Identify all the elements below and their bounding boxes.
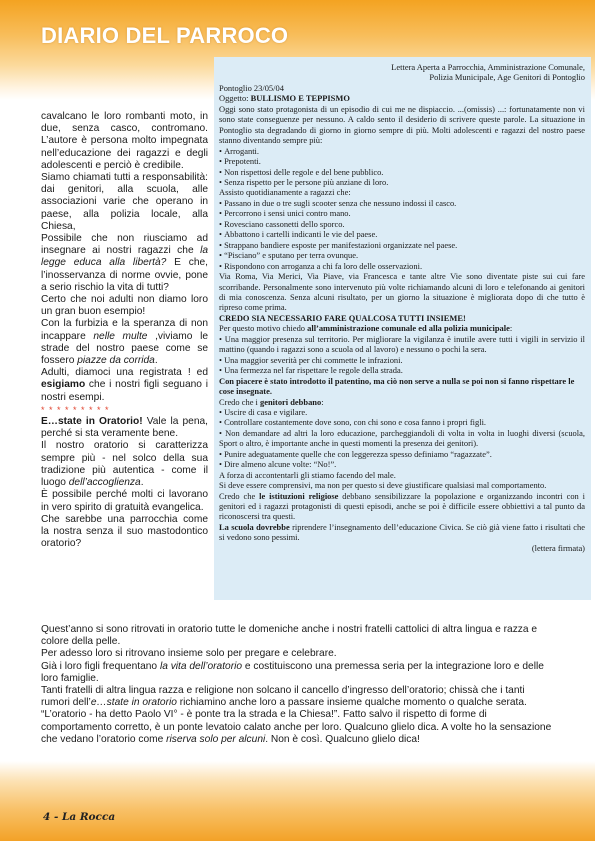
column-paragraph: Il nostro oratorio si caratterizza sempre più - nel solco della sua tradizione più autentica - come il luogo dell’accoglienza.	[41, 440, 208, 489]
letter-recipients: Polizia Municipale, Age Genitori di Pontoglio	[429, 72, 585, 83]
column-paragraph: E…state in Oratorio! Vale la pena, perché si sta veramente bene.	[41, 416, 208, 440]
letter-bullet: • Non rispettosi delle regole e del bene pubblico.	[219, 167, 585, 177]
letter-signature: (lettera firmata)	[531, 542, 585, 553]
section-divider-stars: * * * * * * * * *	[41, 404, 110, 415]
letter-bullet: • Arroganti.	[219, 146, 585, 156]
column-paragraph: Certo che noi adulti non diamo loro un gran buon esempio!	[41, 294, 208, 318]
column-paragraph: È possibile perché molti ci lavorano in vero spirito di gratuità evangelica.	[41, 489, 208, 513]
letter-bullet: • Passano in due o tre sugli scooter senza che nessuno indossi il casco.	[219, 198, 585, 208]
letter-recipients: Lettera Aperta a Parrocchia, Amministrazione Comunale,	[391, 62, 585, 72]
letter-paragraph: Credo che i genitori debbano:	[219, 396, 324, 407]
letter-bullet: • Una fermezza nel far rispettare le regole della strada.	[219, 365, 585, 375]
letter-bullet: • Rispondono con arroganza a chi fa loro delle osservazioni.	[219, 261, 585, 271]
letter-bullet: • Dire almeno alcune volte: “No!”.	[219, 459, 585, 469]
letter-bullet: • Abbattono i cartelli indicanti le vie del paese.	[219, 229, 585, 239]
column-paragraph: Con la furbizia e la speranza di non incappare nelle multe ,viviamo le strade del nostro paese come se fossero piazze da corrida.	[41, 318, 208, 367]
body-paragraph: Tanti fratelli di altra lingua razza e religione non solcano il cancello d’ingresso dell’oratorio; chissà che i tanti rumori dell’e…state in oratorio richiamino anche loro a passare insieme qualche momento o qualche serata.	[41, 685, 527, 709]
letter-bullet: • Rovesciano cassonetti dello sporco.	[219, 219, 585, 229]
letter-bullet: • Prepotenti.	[219, 156, 585, 166]
letter-paragraph: Con piacere è stato introdotto il patentino, ma ciò non serve a nulla se poi non si fanno rispettare le cose insegnate.	[219, 375, 575, 397]
column-paragraph: Che sarebbe una parrocchia come la nostra senza il suo mastodontico oratorio?	[41, 513, 208, 550]
column-paragraph: Possibile che non riusciamo ad insegnare ai nostri ragazzi che la legge educa alla libertà? E che, l’inosservanza di norme ovvie, pone a serio rischio la vita di tutti?	[41, 233, 208, 293]
letter-bullet: • Una maggior presenza sul territorio. Per migliorare la vigilanza è inutile avere tutti i vigili in servizio il mattino (quando i ragazzi sono a scuola od al lavoro) e nessuno o pochi la sera.	[219, 334, 585, 355]
letter-subject: Oggetto: BULLISMO E TEPPISMO	[219, 93, 350, 104]
letter-heading: CREDO SIA NECESSARIO FARE QUALCOSA TUTTI INSIEME!	[219, 312, 466, 323]
letter-paragraph: Oggi sono stato protagonista di un episodio di cui me ne dispiaccio. ...(omissis) ...: fortunatamente non vi sono state conseguenze per nessuno. A caldo sento il desiderio di scrivere queste parole. La situazione in Pontoglio sta degradando di giorno in giorno sempre di più. Molti adolescenti e ragazzi del nostro paese stanno diventando sempre più:	[219, 103, 585, 146]
letter-bullet: • Senza rispetto per le persone più anziane di loro.	[219, 177, 585, 187]
body-paragraph: Quest’anno si sono ritrovati in oratorio tutte le domeniche anche i nostri fratelli cattolici di altra lingua e razza e colore della pelle.	[41, 624, 538, 648]
letter-bullet: • “Pisciano” e sputano per terra ovunque.	[219, 250, 585, 260]
letter-paragraph: Per questo motivo chiedo all’amministrazione comunale ed alla polizia municipale:	[219, 323, 513, 334]
letter-bullet: • Controllare costantemente dove sono, con chi sono e cosa fanno i propri figli.	[219, 417, 585, 427]
letter-bullet: • Non demandare ad altri la loro educazione, parcheggiandoli di volta in volta in luoghi diversi (scuola, Sport o altro, è importante anche in questi momenti la presenza dei genitori).	[219, 428, 585, 449]
letter-paragraph: Via Roma, Via Merici, Via Piave, via Francesca e tante altre Vie sono diventate piste sui cui fare scorribande. Personalmente sono intervenuto più volte richiamando alcuni di loro e telefonando ai genitori di mia conoscenza. Senza alcuni risultato, per un giorno la situazione è migliorata dopo di che tutto è ripreso come prima.	[219, 271, 585, 313]
page-header-title: DIARIO DEL PARROCO	[41, 23, 289, 48]
letter-paragraph: A forza di accontentarli gli stiamo facendo del male.	[219, 469, 396, 480]
letter-bullet: • Punire adeguatamente quelle che con leggerezza spesso definiamo “ragazzate”.	[219, 449, 585, 459]
letter-bullet: • Percorrono i sensi unici contro mano.	[219, 208, 585, 218]
body-paragraph: Per adesso loro si ritrovano insieme solo per pregare e celebrare.	[41, 648, 337, 660]
letter-paragraph: La scuola dovrebbe riprendere l’insegnamento dell’educazione Civica. Se ciò già viene fatto i risultati che si vedono sono pessimi.	[219, 521, 586, 543]
body-paragraph: “L’oratorio - ha detto Paolo VI° - è ponte tra la strada e la Chiesa!”. Fatto salvo il rispetto di forme di comportamento corretto, è un ponte levatoio calato anche per loro. Qualcuno glielo dica. A volte ho la sensazione che vedano l’oratorio come riserva solo per alcuni. Non è così. Qualcuno glielo dica!	[41, 709, 552, 745]
open-letter-box	[214, 57, 591, 600]
letter-bullet: • Strappano bandiere esposte per manifestazioni organizzate nel paese.	[219, 240, 585, 250]
column-paragraph: cavalcano le loro rombanti moto, in due, senza casco, contromano. L’autore è persona molto impegnata nell’educazione dei ragazzi e degli adolescenti e perciò è credibile.	[41, 111, 208, 171]
column-paragraph: Siamo chiamati tutti a responsabilità: dai genitori, alla scuola, alle associazioni varie che operano in paese, alla polizia locale, alla Chiesa,	[41, 172, 208, 232]
letter-bullet: • Una maggior severità per chi commette le infrazioni.	[219, 355, 585, 365]
letter-bullet: • Uscire di casa e vigilare.	[219, 407, 585, 417]
column-paragraph: Adulti, diamoci una registrata ! ed esigiamo che i nostri figli seguano i nostri esempi.	[41, 367, 208, 403]
letter-paragraph: Si deve essere comprensivi, ma non per questo si deve giustificare qualsiasi mal comportamento.	[219, 480, 547, 491]
letter-paragraph: Assisto quotidianamente a ragazzi che:	[219, 187, 351, 198]
body-paragraph: Già i loro figli frequentano la vita dell’oratorio e costituiscono una premessa seria per la integrazione loro e delle loro famiglie.	[41, 660, 544, 684]
letter-paragraph: Credo che le istituzioni religiose debbano sensibilizzare la popolazione e organizzando incontri con i genitori ed i ragazzi protagonisti di questi episodi, anche se poi è difficile essere obbiettivi a tal punto da riconoscersi tra questi.	[219, 490, 585, 522]
footer-band	[0, 761, 595, 841]
letter-date: Pontoglio 23/05/04	[219, 82, 284, 93]
left-column	[41, 111, 208, 550]
page-footer: 4 - La Rocca	[43, 811, 116, 823]
full-width-text	[41, 624, 553, 746]
